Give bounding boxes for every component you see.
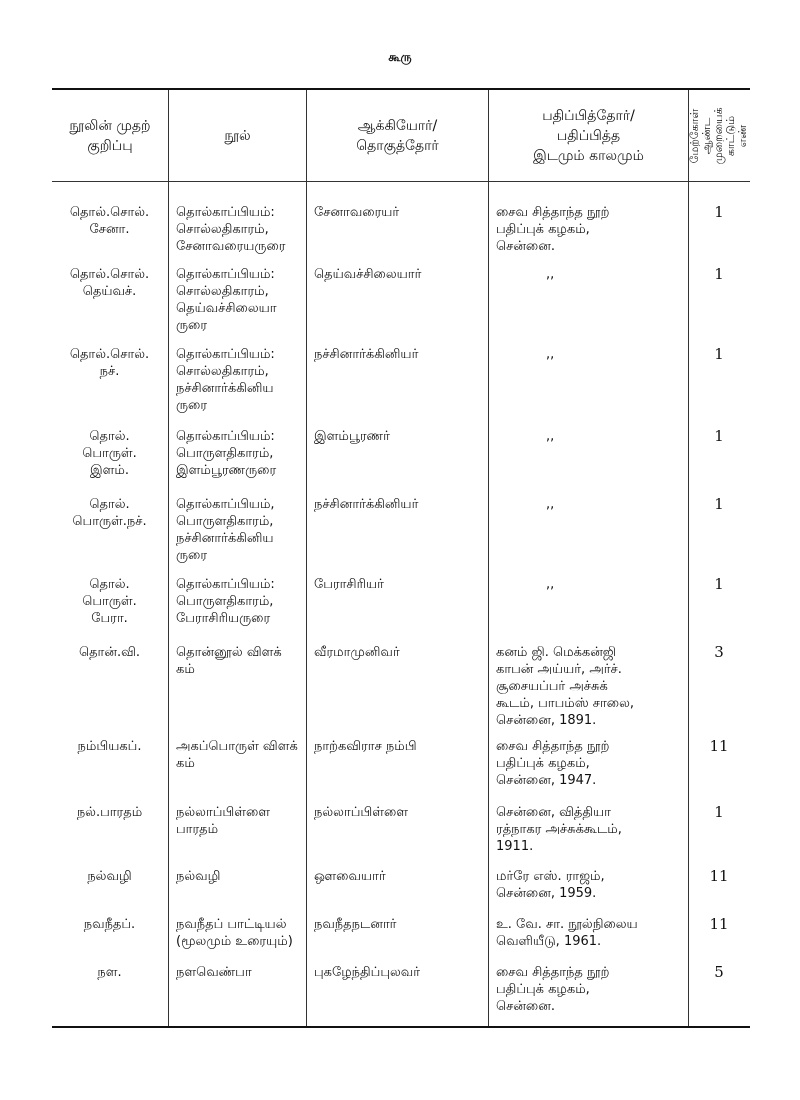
citation-count-cell: 1	[714, 265, 724, 283]
column-divider	[488, 90, 489, 1026]
book-cell: நவநீதப் பாட்டியல் (மூலமும் உரையும்)	[176, 917, 293, 949]
author-cell: வீரமாமுனிவர்	[314, 645, 400, 660]
citation-count-cell: 11	[709, 737, 729, 755]
table-top-rule	[52, 88, 750, 90]
header-citation-count	[688, 92, 750, 180]
citation-count-cell: 1	[714, 495, 724, 513]
publisher-cell: மர்ரே எஸ். ராஜம், சென்னை, 1959.	[496, 869, 605, 901]
publisher-cell: சென்னை, வித்தியா ரத்நாகர அச்சுக்கூடம், 1911.	[496, 805, 622, 854]
abbreviation-cell: நள.	[97, 965, 122, 980]
book-cell: தொல்காப்பியம்: பொருளதிகாரம், இளம்பூரணருரை	[176, 429, 277, 478]
publisher-cell: ,,	[546, 429, 555, 444]
page-number: கூரு	[388, 50, 412, 64]
abbreviation-cell: தொல். பொருள்.நச்.	[72, 497, 147, 529]
abbreviation-cell: தொல். பொருள். இளம்.	[82, 429, 137, 478]
book-cell: நல்லாப்பிள்ளை பாரதம்	[176, 805, 271, 837]
citation-count-cell: 1	[714, 203, 724, 221]
publisher-cell: ,,	[546, 347, 555, 362]
abbreviation-cell: நல்வழி	[87, 869, 132, 884]
citation-count-cell: 1	[714, 803, 724, 821]
book-cell: தொல்காப்பியம்: பொருளதிகாரம், பேராசிரியருரை	[176, 577, 275, 626]
header-bottom-rule	[52, 181, 750, 182]
author-cell: நல்லாப்பிள்ளை	[314, 805, 409, 820]
abbreviation-cell: தொல்.சொல். தெய்வச்.	[69, 267, 150, 299]
author-cell: நச்சினார்க்கினியர்	[314, 347, 419, 362]
abbreviation-cell: தொல். பொருள். பேரா.	[82, 577, 137, 626]
citation-count-cell: 1	[714, 575, 724, 593]
publisher-cell: சைவ சித்தாந்த நூற் பதிப்புக் கழகம், சென்னை, 1947.	[496, 739, 610, 788]
publisher-cell: கனம் ஜி. மெக்கன்ஜி காபன் அய்யர், அர்ச். சூசையப்பர் அச்சுக் கூடம், பாபம்ஸ் சாலை, சென்னை, 1891.	[496, 645, 635, 728]
author-cell: தெய்வச்சிலையார்	[314, 267, 422, 282]
citation-count-cell: 5	[714, 963, 724, 981]
book-cell: தொல்காப்பியம்: சொல்லதிகாரம், தெய்வச்சிலையா ருரை	[176, 267, 277, 333]
column-divider	[688, 90, 689, 1026]
book-cell: தொல்காப்பியம், பொருளதிகாரம், நச்சினார்க்கினிய ருரை	[176, 497, 275, 563]
citation-count-cell: 1	[714, 345, 724, 363]
header-publisher-label: பதிப்பித்தோர்/ பதிப்பித்த இடமும் காலமும்	[533, 108, 644, 164]
book-cell: தொல்காப்பியம்: சொல்லதிகாரம், சேனாவரையருரை	[176, 205, 286, 254]
author-cell: பேராசிரியர்	[314, 577, 384, 592]
publisher-cell: சைவ சித்தாந்த நூற் பதிப்புக் கழகம், சென்னை.	[496, 205, 610, 254]
header-publisher	[489, 92, 688, 180]
header-author	[307, 92, 488, 180]
author-cell: புகழேந்திப்புலவர்	[314, 965, 421, 980]
author-cell: ஔவையார்	[314, 869, 386, 884]
publisher-cell: ,,	[546, 267, 555, 282]
abbreviation-cell: நல்.பாரதம்	[76, 805, 143, 820]
publisher-cell: சைவ சித்தாந்த நூற் பதிப்புக் கழகம், சென்னை.	[496, 965, 610, 1014]
column-divider	[168, 90, 169, 1026]
author-cell: நாற்கவிராச நம்பி	[314, 739, 417, 754]
header-book-label: நூல்	[224, 128, 251, 144]
publisher-cell: உ. வே. சா. நூல்நிலைய வெளியீடு, 1961.	[496, 917, 638, 949]
abbreviation-cell: நவநீதப்.	[83, 917, 136, 932]
header-abbreviation-label: நூலின் முதற் குறிப்பு	[69, 118, 151, 154]
header-author-label: ஆக்கியோர்/ தொகுத்தோர்	[356, 118, 439, 154]
author-cell: நவநீதநடனார்	[314, 917, 397, 932]
publisher-cell: ,,	[546, 497, 555, 512]
book-cell: தொன்னூல் விளக் கம்	[176, 645, 282, 677]
book-cell: அகப்பொருள் விளக் கம்	[176, 739, 298, 771]
citation-count-cell: 11	[709, 915, 729, 933]
author-cell: நச்சினார்க்கினியர்	[314, 497, 419, 512]
book-cell: நளவெண்பா	[176, 965, 252, 980]
abbreviation-cell: தொல்.சொல். நச்.	[69, 347, 150, 379]
abbreviation-cell: நம்பியகப்.	[77, 739, 142, 754]
author-cell: சேனாவரையர்	[314, 205, 400, 220]
header-abbreviation	[52, 92, 168, 180]
citation-count-cell: 1	[714, 427, 724, 445]
table-bottom-rule	[52, 1026, 750, 1028]
author-cell: இளம்பூரணர்	[314, 429, 390, 444]
citation-count-cell: 3	[714, 643, 724, 661]
book-cell: நல்வழி	[176, 869, 221, 884]
citation-count-cell: 11	[709, 867, 729, 885]
book-cell: தொல்காப்பியம்: சொல்லதிகாரம், நச்சினார்க்கினிய ருரை	[176, 347, 275, 413]
header-citation-count-label: மேற்கோள் ஆண்ட முறையைக் காட்டும் எண்	[688, 107, 749, 165]
header-book	[169, 92, 306, 180]
abbreviation-cell: தொல்.சொல். சேனா.	[69, 205, 150, 237]
publisher-cell: ,,	[546, 577, 555, 592]
abbreviation-cell: தொன்.வி.	[78, 645, 141, 660]
